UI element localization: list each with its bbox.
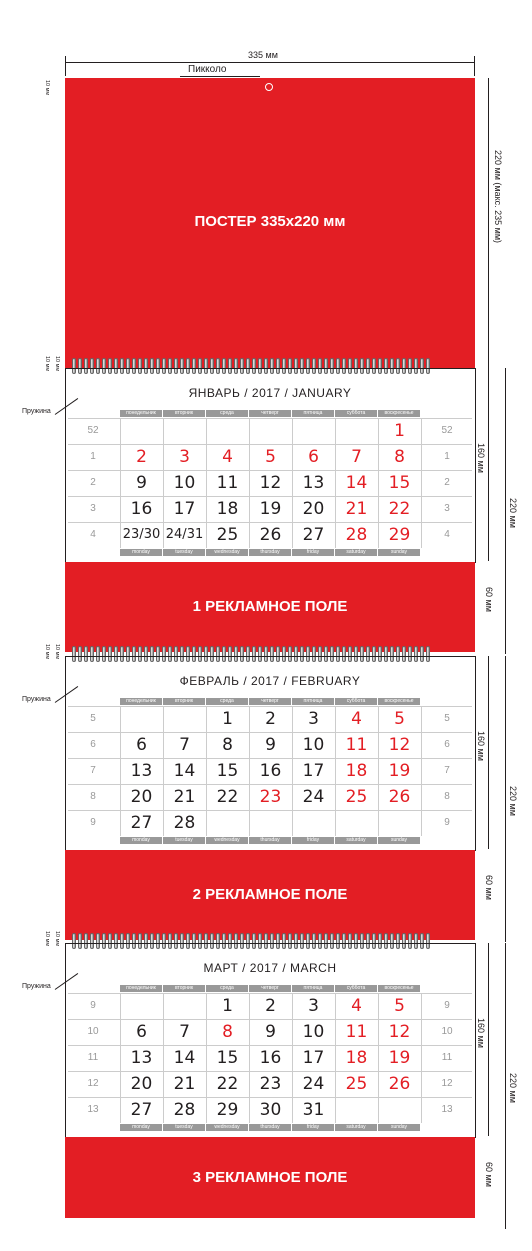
day-header-bottom: monday [120,837,162,844]
month-title: ФЕВРАЛЬ / 2017 / FEBRUARY [179,674,361,688]
day-cell: 13 [130,761,153,781]
left-margin-label: 10 мм [44,644,50,660]
day-cell: 9 [265,1022,276,1042]
day-cell: 28 [173,1100,196,1120]
day-cell: 31 [302,1100,325,1120]
day-cell: 2 [265,996,276,1016]
day-cell: 21 [173,787,196,807]
day-cell: 8 [222,735,233,755]
day-cell: 16 [259,1048,282,1068]
week-number-right: 9 [444,1000,450,1011]
day-cell: 8 [394,447,405,467]
day-header-top: воскресенье [378,410,420,417]
day-cell: 16 [259,761,282,781]
day-cell: 30 [259,1100,282,1120]
day-cell: 24 [302,787,325,807]
month-title: МАРТ / 2017 / MARCH [203,961,337,975]
day-header-bottom: tuesday [163,837,205,844]
block-height-label: 220 мм [508,786,518,816]
week-number-right: 52 [441,425,453,436]
day-cell: 15 [216,761,239,781]
spring-label: Пружина [22,983,51,990]
day-cell: 9 [265,735,276,755]
week-number-left: 9 [90,817,96,828]
day-cell: 20 [302,499,325,519]
week-number-left: 2 [90,477,96,488]
week-number-left: 10 [87,1026,99,1037]
col-divider [421,706,422,836]
day-header-top: суббота [335,698,377,705]
day-cell: 18 [345,1048,368,1068]
week-number-right: 4 [444,529,450,540]
day-cell: 20 [130,1074,153,1094]
week-number-left: 5 [90,713,96,724]
poster-height-line [488,78,489,368]
day-cell: 8 [222,1022,233,1042]
left-margin-label: 10 мм [44,356,50,372]
day-header-top: воскресенье [378,698,420,705]
day-cell: 24/31 [165,527,204,542]
day-cell: 17 [173,499,196,519]
day-header-bottom: saturday [335,837,377,844]
top-dimension-tick-right [474,56,475,76]
day-cell: 4 [351,996,362,1016]
day-cell: 11 [345,1022,368,1042]
week-number-left: 4 [90,529,96,540]
block-height-line [505,656,506,942]
day-cell: 2 [136,447,147,467]
day-cell: 29 [388,525,411,545]
day-cell: 9 [136,473,147,493]
piccolo-hole [265,83,273,91]
day-header-top: четверг [249,698,291,705]
day-header-bottom: saturday [335,549,377,556]
calendar-height-line [488,656,489,849]
left-margin-label-2: 10 мм [54,356,60,372]
day-cell: 25 [216,525,239,545]
day-cell: 29 [216,1100,239,1120]
day-cell: 10 [302,1022,325,1042]
week-number-left: 8 [90,791,96,802]
day-header-bottom: tuesday [163,549,205,556]
week-number-left: 13 [87,1104,99,1115]
week-number-left: 11 [87,1052,99,1063]
calendar-height-label: 160 мм [476,1018,486,1048]
day-cell: 12 [388,1022,411,1042]
day-cell: 23/30 [122,527,161,542]
ad-height-label: 60 мм [484,875,494,900]
day-cell: 21 [173,1074,196,1094]
poster-height-label: 220 мм (макс. 235 мм) [493,150,503,244]
day-cell: 17 [302,1048,325,1068]
day-cell: 18 [345,761,368,781]
day-header-top: среда [206,698,248,705]
day-cell: 28 [173,813,196,833]
day-cell: 20 [130,787,153,807]
day-cell: 14 [173,761,196,781]
top-dimension-label: 335 мм [248,50,278,60]
ad-height-label: 60 мм [484,587,494,612]
day-header-top: вторник [163,985,205,992]
day-cell: 1 [222,709,233,729]
day-header-bottom: monday [120,549,162,556]
top-margin-label: 10 мм [44,80,50,96]
day-header-top: пятница [292,985,334,992]
calendar-height-line [488,943,489,1136]
week-number-left: 52 [87,425,99,436]
day-cell: 15 [388,473,411,493]
day-cell: 25 [345,787,368,807]
poster-title: ПОСТЕР 335x220 мм [194,213,346,230]
week-number-right: 5 [444,713,450,724]
day-cell: 12 [259,473,282,493]
week-number-right: 1 [444,451,450,462]
day-header-bottom: monday [120,1124,162,1131]
week-number-left: 7 [90,765,96,776]
day-cell: 26 [388,787,411,807]
spring-label: Пружина [22,696,51,703]
day-header-top: пятница [292,698,334,705]
day-cell: 22 [216,1074,239,1094]
calendar-height-line [488,368,489,561]
day-cell: 5 [265,447,276,467]
left-margin-label-2: 10 мм [54,931,60,947]
day-cell: 19 [388,761,411,781]
day-cell: 5 [394,996,405,1016]
day-header-bottom: friday [292,1124,334,1131]
piccolo-label: Пикколо [188,64,227,75]
calendar-height-label: 160 мм [476,731,486,761]
week-number-right: 11 [441,1052,453,1063]
day-header-top: вторник [163,410,205,417]
day-header-top: четверг [249,985,291,992]
spring-label: Пружина [22,408,51,415]
left-margin-label: 10 мм [44,931,50,947]
day-cell: 3 [308,709,319,729]
ad-field [65,850,475,940]
day-cell: 7 [351,447,362,467]
day-cell: 3 [179,447,190,467]
piccolo-leader [180,76,260,77]
day-header-bottom: wednesday [206,549,248,556]
day-cell: 22 [216,787,239,807]
poster [65,78,475,368]
day-header-top: среда [206,985,248,992]
day-cell: 10 [173,473,196,493]
week-number-left: 1 [90,451,96,462]
day-cell: 23 [259,787,282,807]
day-cell: 5 [394,709,405,729]
day-cell: 27 [130,813,153,833]
day-header-top: воскресенье [378,985,420,992]
day-cell: 25 [345,1074,368,1094]
day-header-bottom: friday [292,549,334,556]
day-cell: 11 [216,473,239,493]
day-cell: 11 [345,735,368,755]
day-header-bottom: thursday [249,837,291,844]
day-header-top: суббота [335,410,377,417]
day-cell: 28 [345,525,368,545]
day-cell: 6 [308,447,319,467]
col-divider [421,418,422,548]
day-cell: 26 [388,1074,411,1094]
day-cell: 6 [136,735,147,755]
calendar-height-label: 160 мм [476,443,486,473]
week-number-right: 13 [441,1104,453,1115]
day-header-bottom: wednesday [206,837,248,844]
day-header-top: понедельник [120,698,162,705]
top-dimension-line [65,62,475,63]
day-cell: 14 [345,473,368,493]
block-height-line [505,943,506,1229]
day-cell: 4 [222,447,233,467]
day-header-top: четверг [249,410,291,417]
day-header-bottom: thursday [249,549,291,556]
day-cell: 14 [173,1048,196,1068]
week-number-right: 9 [444,817,450,828]
week-number-left: 9 [90,1000,96,1011]
day-cell: 2 [265,709,276,729]
day-cell: 17 [302,761,325,781]
day-header-bottom: sunday [378,1124,420,1131]
week-number-right: 6 [444,739,450,750]
day-cell: 21 [345,499,368,519]
top-dimension-tick-left [65,56,66,76]
left-margin-label-2: 10 мм [54,644,60,660]
block-height-line [505,368,506,654]
day-cell: 22 [388,499,411,519]
day-cell: 1 [394,421,405,441]
week-number-right: 12 [441,1078,453,1089]
day-cell: 27 [130,1100,153,1120]
block-height-label: 220 мм [508,1073,518,1103]
day-cell: 12 [388,735,411,755]
day-cell: 4 [351,709,362,729]
day-cell: 26 [259,525,282,545]
block-height-label: 220 мм [508,498,518,528]
day-header-bottom: friday [292,837,334,844]
day-cell: 6 [136,1022,147,1042]
week-number-left: 3 [90,503,96,514]
day-header-bottom: sunday [378,549,420,556]
ad-field-title: 2 РЕКЛАМНОЕ ПОЛЕ [192,886,348,903]
col-divider [421,993,422,1123]
day-cell: 15 [216,1048,239,1068]
day-header-bottom: thursday [249,1124,291,1131]
day-header-top: вторник [163,698,205,705]
day-header-bottom: tuesday [163,1124,205,1131]
day-header-bottom: saturday [335,1124,377,1131]
day-cell: 16 [130,499,153,519]
month-title: ЯНВАРЬ / 2017 / JANUARY [188,386,352,400]
ad-field [65,1137,475,1218]
day-cell: 19 [388,1048,411,1068]
day-cell: 7 [179,1022,190,1042]
week-number-right: 10 [441,1026,453,1037]
week-number-right: 7 [444,765,450,776]
ad-height-label: 60 мм [484,1162,494,1187]
week-number-right: 8 [444,791,450,802]
day-cell: 27 [302,525,325,545]
day-cell: 18 [216,499,239,519]
day-header-bottom: sunday [378,837,420,844]
day-header-top: среда [206,410,248,417]
day-header-top: понедельник [120,410,162,417]
day-header-top: суббота [335,985,377,992]
week-number-left: 6 [90,739,96,750]
week-number-left: 12 [87,1078,99,1089]
day-header-bottom: wednesday [206,1124,248,1131]
day-cell: 7 [179,735,190,755]
day-cell: 10 [302,735,325,755]
day-cell: 24 [302,1074,325,1094]
week-number-right: 2 [444,477,450,488]
day-cell: 19 [259,499,282,519]
week-number-right: 3 [444,503,450,514]
day-header-top: понедельник [120,985,162,992]
day-header-top: пятница [292,410,334,417]
day-cell: 13 [302,473,325,493]
ad-field-title: 3 РЕКЛАМНОЕ ПОЛЕ [192,1168,348,1186]
day-cell: 13 [130,1048,153,1068]
day-cell: 23 [259,1074,282,1094]
day-cell: 1 [222,996,233,1016]
ad-field [65,562,475,652]
ad-field-title: 1 РЕКЛАМНОЕ ПОЛЕ [192,598,348,615]
day-cell: 3 [308,996,319,1016]
